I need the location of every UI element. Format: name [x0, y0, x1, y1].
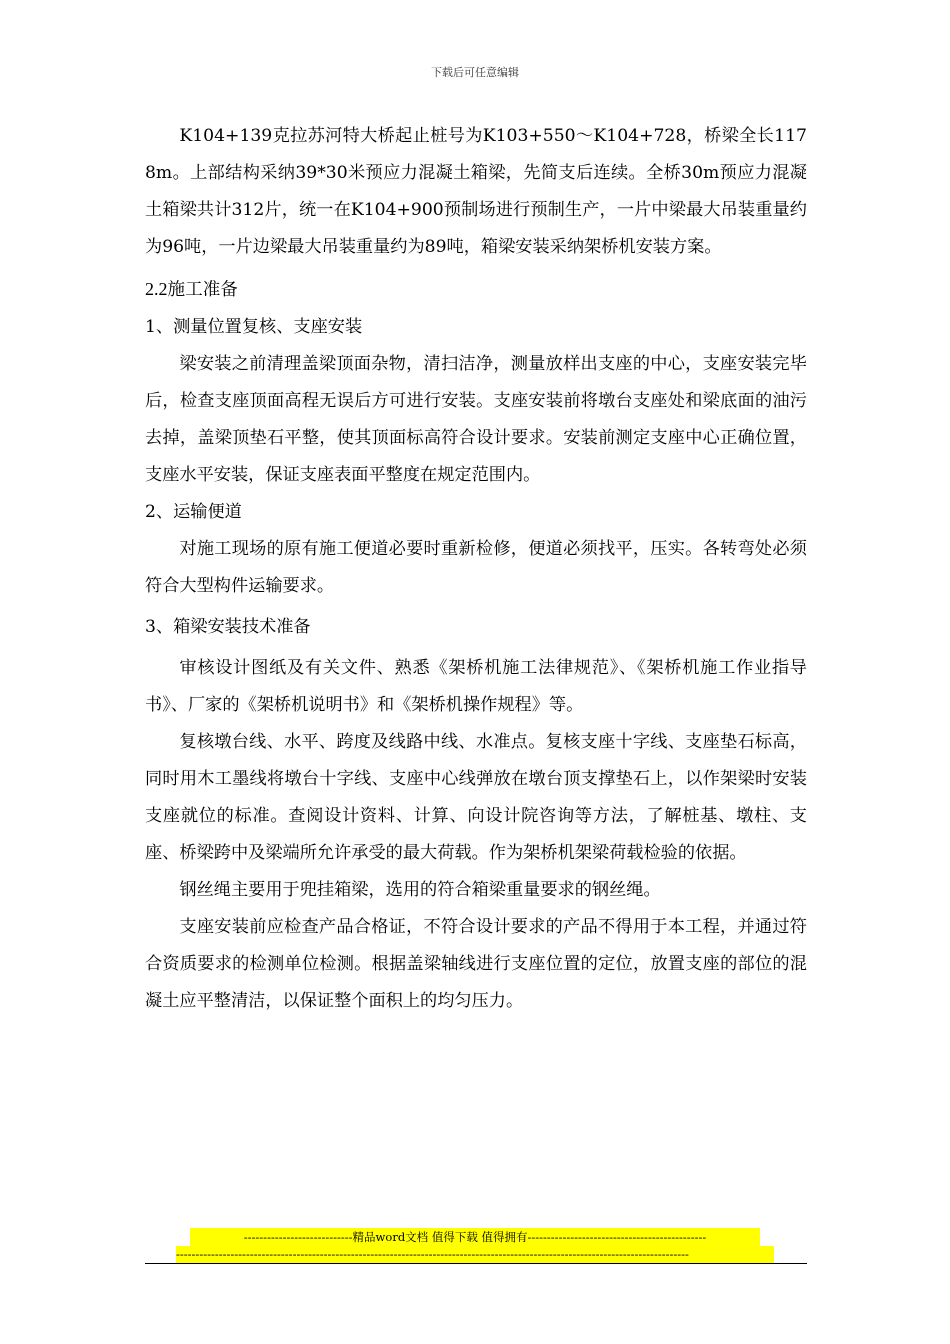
item1-heading: 1、测量位置复核、支座安装 — [145, 317, 363, 337]
item1-paragraph: 梁安装之前清理盖梁顶面杂物，清扫洁净，测量放样出支座的中心，支座安装完毕后，检查支座顶面高程无误后方可进行安装。支座安装前将墩台支座处和梁底面的油污去掉，盖梁顶垫石平整，使其顶面标高符合设计要求。安装前测定支座中心正确位置，支座水平安装，保证支座表面平整度在规定范围内。 — [145, 354, 807, 485]
item3-paragraph-3: 钢丝绳主要用于兜挂箱梁，选用的符合箱梁重量要求的钢丝绳。 — [179, 880, 661, 900]
item3-paragraph-4: 支座安装前应检查产品合格证，不符合设计要求的产品不得用于本工程，并通过符合资质要求的检测单位检测。根据盖梁轴线进行支座位置的定位，放置支座的部位的混凝土应平整清洁，以保证整个面积上的均匀压力。 — [145, 917, 807, 1011]
item3-heading: 3、箱梁安装技术准备 — [145, 617, 311, 637]
item3-paragraph-1: 审核设计图纸及有关文件、熟悉《架桥机施工法律规范》、《架桥机施工作业指导书》、厂家的《架桥机说明书》和《架桥机操作规程》等。 — [145, 658, 807, 715]
page-header-note: 下载后可任意编辑 — [431, 66, 519, 79]
item3-paragraph-2: 复核墩台线、水平、跨度及线路中线、水准点。复核支座十字线、支座垫石标高，同时用木工墨线将墩台十字线、支座中心线弹放在墩台顶支撑垫石上，以作架梁时安装支座就位的标准。查阅设计资料、计算、向设计院咨询等方法，了解桩基、墩柱、支座、桥梁跨中及梁端所允许承受的最大荷载。作为架桥机架梁荷载检验的依据。 — [145, 732, 807, 863]
item2-paragraph: 对施工现场的原有施工便道必要时重新检修，便道必须找平，压实。各转弯处必须符合大型构件运输要求。 — [145, 539, 807, 596]
section-heading — [145, 270, 807, 309]
item2-heading: 2、运输便道 — [145, 502, 242, 522]
intro-paragraph: K104+139克拉苏河特大桥起止桩号为K103+550～K104+728，桥梁全长1178m。上部结构采纳39*30米预应力混凝土箱梁，先简支后连续。全桥30m预应力混凝土箱梁共计312片，统一在K104+900预制场进行预制生产，一片中梁最大吊装重量约为96吨，一片边梁最大吊装重量约为89吨，箱梁安装采纳架桥机安装方案。 — [145, 126, 807, 257]
footer-divider — [145, 1263, 807, 1264]
document-body — [145, 118, 807, 1020]
footer-banner-line-2: ------------------------------------------------------------------------------------------------------------------------------------ — [176, 1246, 774, 1263]
footer-banner-line-1: ----------------------------精品word文档 值得下载 值得拥有---------------------------------------------- — [190, 1228, 760, 1246]
section-number: 2.2 — [145, 279, 168, 299]
section-title: 施工准备 — [167, 280, 238, 300]
